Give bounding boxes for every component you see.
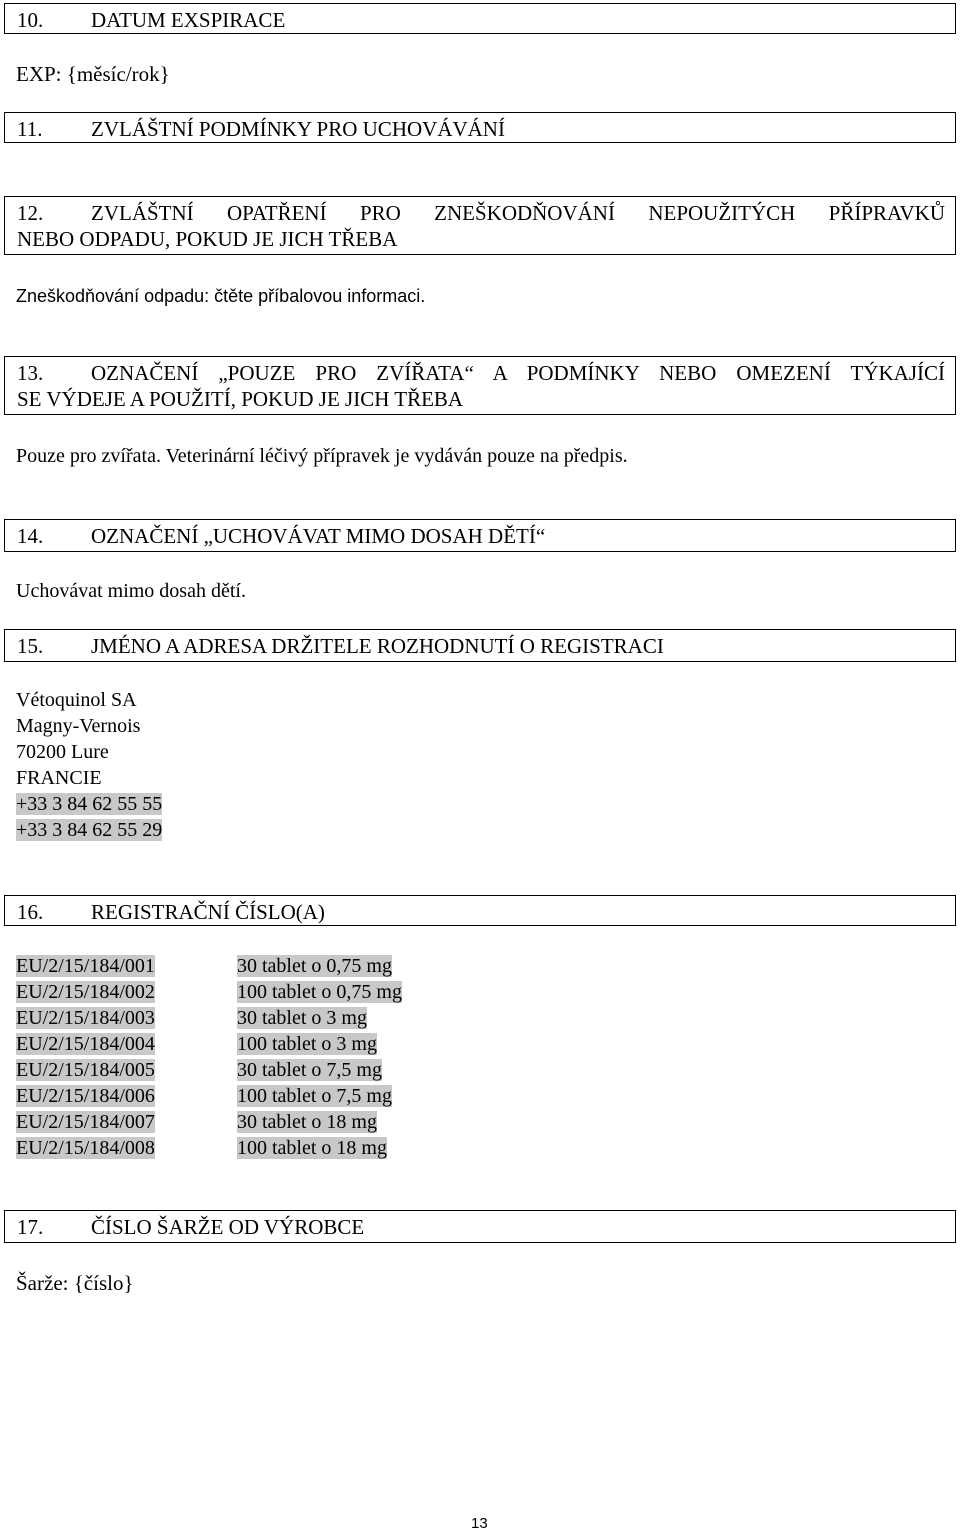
registration-code: EU/2/15/184/008 [16,1137,155,1159]
address-line: 70200 Lure [16,741,109,763]
package-description: 30 tablet o 0,75 mg [237,955,392,977]
section-title-line1: ZVLÁŠTNÍ OPATŘENÍ PRO ZNEŠKODŇOVÁNÍ NEPOUŽITÝCH PŘÍPRAVKŮ [91,201,945,225]
section-10-header [4,3,956,34]
section-15-header [4,629,956,662]
registration-code: EU/2/15/184/003 [16,1007,155,1029]
section-number: 16. [17,900,44,924]
registration-code: EU/2/15/184/002 [16,981,155,1003]
registration-code: EU/2/15/184/006 [16,1085,155,1107]
section-title: ČÍSLO ŠARŽE OD VÝROBCE [91,1215,365,1239]
section-14-header [4,519,956,552]
page-number: 13 [471,1515,488,1532]
section-12-header [4,196,956,255]
package-description: 100 tablet o 3 mg [237,1033,377,1055]
section-17-header [4,1210,956,1243]
section-title-line1: OZNAČENÍ „POUZE PRO ZVÍŘATA“ A PODMÍNKY NEBO OMEZENÍ TÝKAJÍCÍ [91,361,945,385]
section-number: 15. [17,634,44,658]
registration-code: EU/2/15/184/007 [16,1111,155,1133]
section-title: DATUM EXSPIRACE [91,8,286,32]
section-title: OZNAČENÍ „UCHOVÁVAT MIMO DOSAH DĚTÍ“ [91,524,546,548]
registration-code: EU/2/15/184/001 [16,955,155,977]
package-description: 100 tablet o 18 mg [237,1137,387,1159]
package-description: 30 tablet o 7,5 mg [237,1059,382,1081]
package-description: 100 tablet o 7,5 mg [237,1085,392,1107]
package-description: 30 tablet o 3 mg [237,1007,367,1029]
disposal-text: Zneškodňování odpadu: čtěte příbalovou informaci. [16,286,426,306]
section-13-header [4,356,956,415]
animals-only-text: Pouze pro zvířata. Veterinární léčivý přípravek je vydáván pouze na předpis. [16,445,628,467]
section-title-line2: SE VÝDEJE A POUŽITÍ, POKUD JE JICH TŘEBA [17,387,464,411]
keep-away-text: Uchovávat mimo dosah dětí. [16,580,246,602]
section-title-line2: NEBO ODPADU, POKUD JE JICH TŘEBA [17,227,398,251]
batch-text: Šarže: {číslo} [16,1271,134,1295]
package-description: 100 tablet o 0,75 mg [237,981,402,1003]
registration-code: EU/2/15/184/005 [16,1059,155,1081]
section-title: ZVLÁŠTNÍ PODMÍNKY PRO UCHOVÁVÁNÍ [91,117,505,141]
address-line: FRANCIE [16,767,102,789]
registration-code: EU/2/15/184/004 [16,1033,155,1055]
section-11-header [4,112,956,143]
section-number: 12. [17,201,44,225]
expiry-text: EXP: {měsíc/rok} [16,62,170,86]
section-number: 13. [17,361,44,385]
section-16-header [4,895,956,926]
address-line: Magny-Vernois [16,715,141,737]
section-title: JMÉNO A ADRESA DRŽITELE ROZHODNUTÍ O REGISTRACI [91,634,664,658]
phone-number: +33 3 84 62 55 29 [16,819,163,841]
section-number: 17. [17,1215,44,1239]
section-number: 10. [17,8,44,32]
section-number: 11. [17,117,43,141]
package-description: 30 tablet o 18 mg [237,1111,377,1133]
section-number: 14. [17,524,44,548]
phone-number: +33 3 84 62 55 55 [16,793,163,815]
address-line: Vétoquinol SA [16,689,137,711]
section-title: REGISTRAČNÍ ČÍSLO(A) [91,900,325,924]
holder-address [16,687,162,843]
